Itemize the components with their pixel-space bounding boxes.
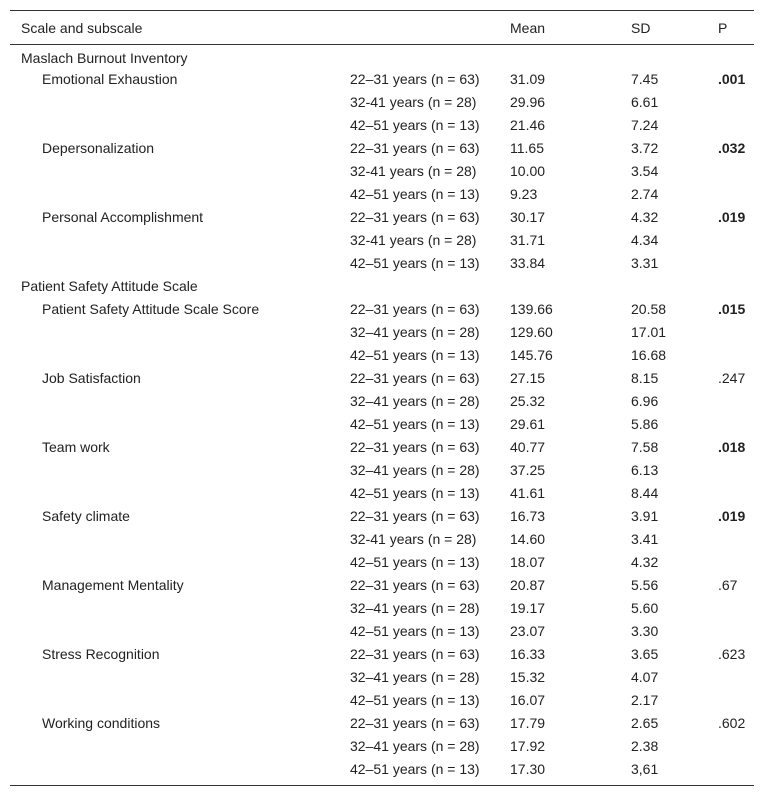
age-group: 22–31 years (n = 63) [350, 71, 480, 87]
age-group: 22–31 years (n = 63) [350, 370, 480, 386]
age-group: 42–51 years (n = 13) [350, 186, 480, 202]
header-p: P [718, 20, 728, 36]
mean-value: 17.92 [510, 738, 546, 754]
age-group: 32–41 years (n = 28) [350, 393, 480, 409]
sd-value: 4.32 [631, 554, 659, 570]
mean-value: 31.71 [510, 232, 546, 248]
row-label [10, 413, 350, 436]
p-value [718, 114, 754, 137]
age-group: 42–51 years (n = 13) [350, 416, 480, 432]
sd-value: 7.45 [631, 71, 659, 87]
mean-value: 33.84 [510, 255, 546, 271]
sd-value: 16.68 [631, 347, 667, 363]
age-group: 42–51 years (n = 13) [350, 347, 480, 363]
sd-value: 4.07 [631, 669, 659, 685]
age-group: 42–51 years (n = 13) [350, 692, 480, 708]
sd-value: 6.61 [631, 94, 659, 110]
age-group: 22–31 years (n = 63) [350, 439, 480, 455]
p-value [718, 620, 754, 643]
p-value [718, 597, 754, 620]
table-row [10, 206, 754, 229]
row-label: Emotional Exhaustion [42, 71, 178, 87]
sd-value: 4.34 [631, 232, 659, 248]
sd-value: 17.01 [631, 324, 667, 340]
mean-value: 37.25 [510, 462, 546, 478]
sd-value: 2.38 [631, 738, 659, 754]
mean-value: 31.09 [510, 71, 546, 87]
row-label [10, 91, 350, 114]
mean-value: 19.17 [510, 600, 546, 616]
table-row [10, 252, 754, 275]
mean-value: 17.79 [510, 715, 546, 731]
table-row [10, 735, 754, 758]
row-label: Safety climate [42, 508, 130, 524]
age-group: 32–41 years (n = 28) [350, 669, 480, 685]
age-group: 22–31 years (n = 63) [350, 646, 480, 662]
mean-value: 15.32 [510, 669, 546, 685]
table-row [10, 68, 754, 91]
age-group: 32-41 years (n = 28) [350, 94, 477, 110]
p-value [718, 735, 754, 758]
p-value [718, 183, 754, 206]
row-label [10, 459, 350, 482]
p-value: .602 [718, 715, 746, 731]
table-row [10, 482, 754, 505]
age-group: 42–51 years (n = 13) [350, 623, 480, 639]
mean-value: 11.65 [510, 140, 544, 156]
row-label: Patient Safety Attitude Scale [21, 278, 198, 294]
row-label: Job Satisfaction [42, 370, 141, 386]
header-sd: SD [631, 20, 651, 36]
table-row [10, 689, 754, 712]
table-row [10, 758, 754, 786]
mean-value: 16.07 [510, 692, 546, 708]
mean-value: 25.32 [510, 393, 546, 409]
mean-value: 145.76 [510, 347, 553, 363]
row-label [10, 482, 350, 505]
row-label: Team work [42, 439, 110, 455]
row-label [10, 758, 350, 786]
mean-value: 18.07 [510, 554, 546, 570]
p-value [718, 689, 754, 712]
age-group: 32–41 years (n = 28) [350, 738, 480, 754]
sd-value: 5.56 [631, 577, 659, 593]
row-label: Depersonalization [42, 140, 155, 156]
mean-value: 40.77 [510, 439, 546, 455]
table-row [10, 712, 754, 735]
mean-value: 10.00 [510, 163, 546, 179]
mean-value: 16.33 [510, 646, 546, 662]
p-value [718, 666, 754, 689]
age-group: 22–31 years (n = 63) [350, 508, 480, 524]
mean-value: 23.07 [510, 623, 546, 639]
sd-value: 2.74 [631, 186, 659, 202]
age-group: 22–31 years (n = 63) [350, 715, 480, 731]
table-row [10, 367, 754, 390]
age-group: 32-41 years (n = 28) [350, 163, 477, 179]
sd-value: 3,61 [631, 760, 659, 777]
mean-value: 30.17 [510, 209, 546, 225]
sd-value: 6.96 [631, 393, 659, 409]
p-value [718, 528, 754, 551]
sd-value: 5.86 [631, 416, 659, 432]
age-group: 42–51 years (n = 13) [350, 485, 480, 501]
section-row [10, 275, 754, 298]
section-row [10, 45, 754, 68]
p-value: .247 [718, 370, 746, 386]
sd-value: 20.58 [631, 301, 667, 317]
mean-value: 9.23 [510, 186, 538, 202]
sd-value: 3.31 [631, 255, 659, 271]
mean-value: 139.66 [510, 301, 553, 317]
p-value: .019 [718, 209, 746, 225]
age-group: 22–31 years (n = 63) [350, 140, 480, 156]
row-label [10, 689, 350, 712]
p-value [718, 758, 754, 786]
p-value [718, 413, 754, 436]
age-group: 22–31 years (n = 63) [350, 577, 480, 593]
table-row [10, 597, 754, 620]
table-row [10, 160, 754, 183]
table-row [10, 643, 754, 666]
row-label [10, 114, 350, 137]
age-group: 22–31 years (n = 63) [350, 301, 480, 317]
row-label: Working conditions [42, 715, 161, 731]
row-label: Patient Safety Attitude Scale Score [42, 301, 260, 317]
p-value: .623 [718, 646, 746, 662]
p-value [718, 91, 754, 114]
sd-value: 3.54 [631, 163, 659, 179]
table-body [10, 45, 754, 786]
age-group: 42–51 years (n = 13) [350, 760, 480, 777]
header-group [350, 11, 510, 45]
sd-value: 5.60 [631, 600, 659, 616]
table-row [10, 183, 754, 206]
p-value [718, 252, 754, 275]
table-row [10, 137, 754, 160]
results-table [10, 10, 754, 786]
row-label: Personal Accomplishment [42, 209, 204, 225]
sd-value: 7.58 [631, 439, 659, 455]
p-value [718, 344, 754, 367]
p-value [718, 482, 754, 505]
mean-value: 41.61 [510, 485, 546, 501]
mean-value: 29.96 [510, 94, 546, 110]
sd-value: 6.13 [631, 462, 659, 478]
mean-value: 29.61 [510, 416, 546, 432]
row-label [10, 735, 350, 758]
row-label [10, 160, 350, 183]
row-label [10, 252, 350, 275]
p-value [718, 160, 754, 183]
age-group: 32–41 years (n = 28) [350, 600, 480, 616]
row-label: Stress Recognition [42, 646, 160, 662]
sd-value: 2.17 [631, 692, 659, 708]
table-row [10, 321, 754, 344]
header-scale: Scale and subscale [21, 20, 143, 36]
mean-value: 27.15 [510, 370, 546, 386]
table-row [10, 620, 754, 643]
table-row [10, 459, 754, 482]
p-value [718, 459, 754, 482]
sd-value: 3.30 [631, 623, 659, 639]
table-row [10, 114, 754, 137]
age-group: 42–51 years (n = 13) [350, 117, 480, 133]
table-row [10, 574, 754, 597]
sd-value: 3.91 [631, 508, 659, 524]
sd-value: 8.15 [631, 370, 659, 386]
p-value: .67 [718, 577, 738, 593]
table-row [10, 528, 754, 551]
sd-value: 3.41 [631, 531, 659, 547]
row-label [10, 344, 350, 367]
table-row [10, 344, 754, 367]
sd-value: 2.65 [631, 715, 659, 731]
table-row [10, 551, 754, 574]
row-label: Management Mentality [42, 577, 184, 593]
row-label [10, 229, 350, 252]
row-label [10, 620, 350, 643]
p-value [718, 551, 754, 574]
p-value: .015 [718, 301, 746, 317]
mean-value: 21.46 [510, 117, 546, 133]
row-label: Maslach Burnout Inventory [21, 50, 188, 67]
table-row [10, 436, 754, 459]
p-value [718, 390, 754, 413]
mean-value: 14.60 [510, 531, 546, 547]
mean-value: 16.73 [510, 508, 546, 524]
table-row [10, 229, 754, 252]
row-label [10, 321, 350, 344]
sd-value: 3.72 [631, 140, 659, 156]
age-group: 32–41 years (n = 28) [350, 324, 480, 340]
row-label [10, 390, 350, 413]
row-label [10, 183, 350, 206]
sd-value: 8.44 [631, 485, 659, 501]
p-value: .032 [718, 140, 746, 156]
p-value: .019 [718, 508, 746, 524]
p-value: .018 [718, 439, 746, 455]
table-row [10, 413, 754, 436]
mean-value: 129.60 [510, 324, 553, 340]
p-value [718, 321, 754, 344]
age-group: 32-41 years (n = 28) [350, 531, 477, 547]
mean-value: 17.30 [510, 760, 546, 777]
table-header-row [10, 11, 754, 45]
row-label [10, 551, 350, 574]
sd-value: 7.24 [631, 117, 659, 133]
mean-value: 20.87 [510, 577, 546, 593]
p-value: .001 [718, 71, 746, 87]
row-label [10, 528, 350, 551]
table-row [10, 298, 754, 321]
table-row [10, 91, 754, 114]
table-row [10, 390, 754, 413]
age-group: 32–41 years (n = 28) [350, 462, 480, 478]
sd-value: 3.65 [631, 646, 659, 662]
row-label [10, 666, 350, 689]
table-row [10, 666, 754, 689]
p-value [718, 229, 754, 252]
age-group: 42–51 years (n = 13) [350, 255, 480, 271]
sd-value: 4.32 [631, 209, 659, 225]
age-group: 22–31 years (n = 63) [350, 209, 480, 225]
age-group: 42–51 years (n = 13) [350, 554, 480, 570]
table-row [10, 505, 754, 528]
age-group: 32-41 years (n = 28) [350, 232, 477, 248]
header-mean: Mean [510, 20, 546, 36]
row-label [10, 597, 350, 620]
